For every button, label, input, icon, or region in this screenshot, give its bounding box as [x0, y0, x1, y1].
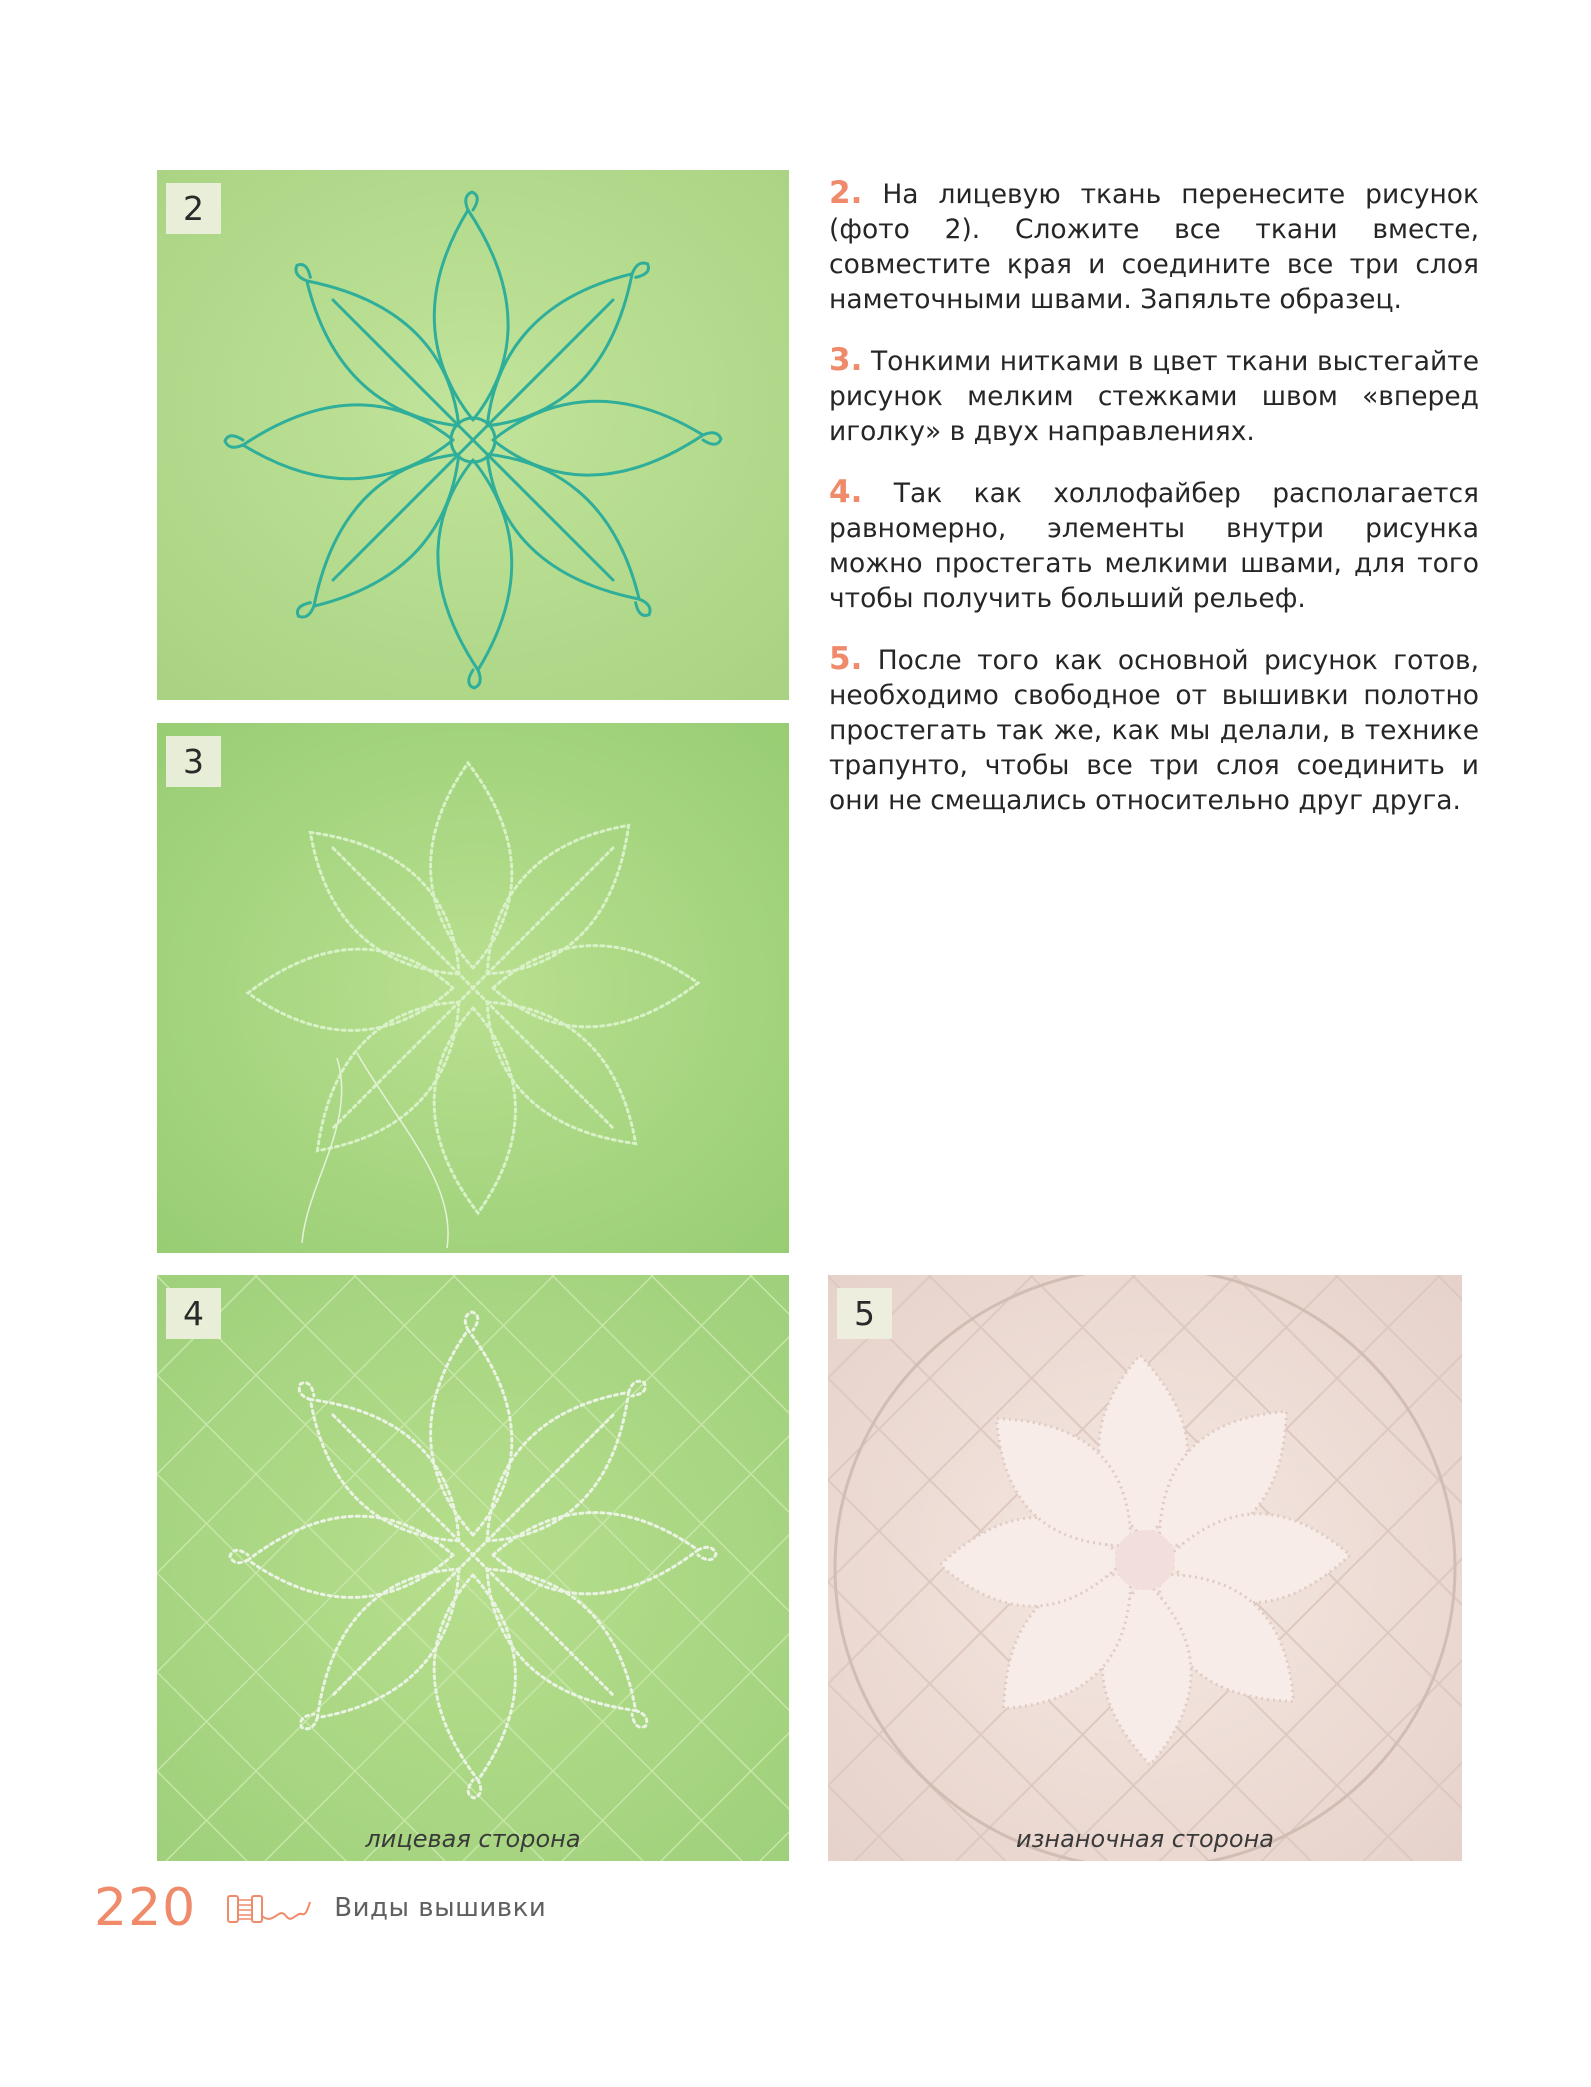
photo-number: 3 — [166, 736, 221, 787]
photo-4 — [157, 1275, 789, 1861]
photo-number: 4 — [166, 1288, 221, 1339]
photo-5 — [828, 1275, 1462, 1861]
photo-caption: лицевая сторона — [365, 1825, 581, 1853]
step-number: 5. — [829, 641, 863, 677]
page-number: 220 — [94, 1878, 197, 1938]
photo-number: 2 — [166, 183, 221, 234]
section-title: Виды вышивки — [334, 1893, 547, 1923]
front-side-image — [157, 1275, 789, 1861]
step-2 — [829, 176, 1479, 317]
photo-2 — [157, 170, 789, 700]
step-text: Тонкими нитками в цвет ткани выстегайте рисунок мелким стежками швом «вперед иголку» в двух направлениях. — [829, 346, 1479, 447]
step-number: 2. — [829, 175, 863, 211]
step-5 — [829, 642, 1479, 818]
step-3 — [829, 343, 1479, 449]
step-number: 4. — [829, 474, 863, 510]
thread-spool-icon — [224, 1886, 314, 1930]
photo-number: 5 — [837, 1288, 892, 1339]
photo-caption: изнаночная сторона — [1016, 1825, 1274, 1853]
fabric-drawing-image — [157, 170, 789, 700]
step-4 — [829, 475, 1479, 616]
photo-3 — [157, 723, 789, 1253]
step-text: После того как основной рисунок готов, необходимо свободное от вышивки полотно простегать так же, как мы делали, в технике трапунто, чтобы все три слоя соединить и они не смещались относительно друг друга. — [829, 645, 1479, 816]
page-footer — [94, 1878, 546, 1938]
back-side-image — [828, 1275, 1462, 1861]
instruction-steps — [829, 176, 1479, 844]
quilted-fabric-image — [157, 723, 789, 1253]
step-number: 3. — [829, 342, 863, 378]
step-text: Так как холлофайбер располагается равномерно, элементы внутри рисунка можно простегать мелкими швами, для того чтобы получить больший рельеф. — [829, 478, 1479, 614]
step-text: На лицевую ткань перенесите рисунок (фото 2). Сложите все ткани вместе, совместите края и соедините все три слоя наметочными швами. Запяльте образец. — [829, 179, 1479, 315]
